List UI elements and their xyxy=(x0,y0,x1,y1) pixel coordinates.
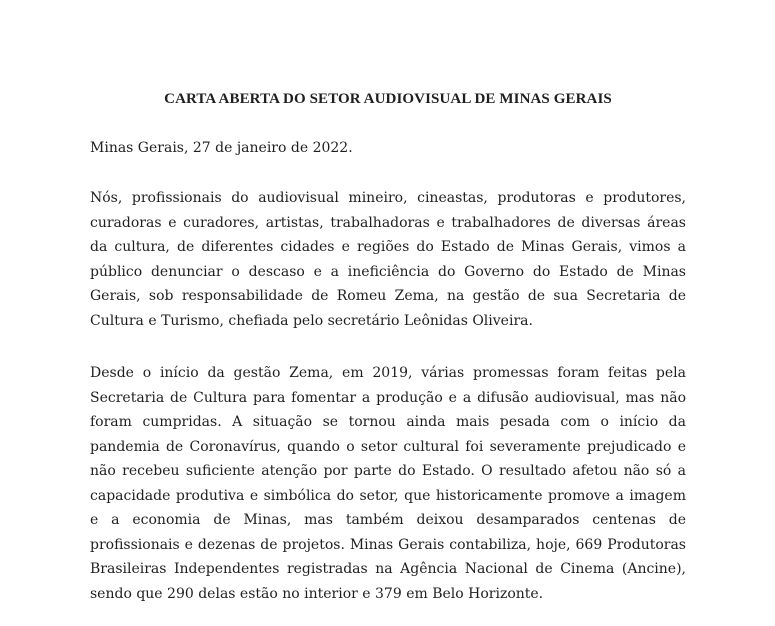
document-title: CARTA ABERTA DO SETOR AUDIOVISUAL DE MINAS GERAIS xyxy=(164,91,612,107)
paragraph-2: Desde o início da gestão Zema, em 2019, várias promessas foram feitas pela Secretaria de Cultura para fomentar a produção e a difusão audiovisual, mas não foram cumpridas. A situação se tornou ainda mais pesada com o início da pandemia de Coronavírus, quando o setor cultural foi severamente prejudicado e não recebeu suficiente atenção por parte do Estado. O resultado afetou não só a capacidade produtiva e simbólica do setor, que historicamente promove a imagem e a economia de Minas, mas também deixou desamparados centenas de profissionais e dezenas de projetos. Minas Gerais contabiliza, hoje, 669 Produtoras Brasileiras Independentes registradas na Agência Nacional de Cinema (Ancine), sendo que 290 delas estão no interior e 379 em Belo Horizonte. xyxy=(90,365,686,602)
date-line: Minas Gerais, 27 de janeiro de 2022. xyxy=(90,140,353,156)
paragraph-1: Nós, profissionais do audiovisual mineiro, cineastas, produtoras e produtores, curadoras e curadores, artistas, trabalhadoras e trabalhadores de diversas áreas da cultura, de diferentes cidades e regiões do Estado de Minas Gerais, vimos a público denunciar o descaso e a ineficiência do Governo do Estado de Minas Gerais, sob responsabilidade de Romeu Zema, na gestão de sua Secretaria de Cultura e Turismo, chefiada pelo secretário Leônidas Oliveira. xyxy=(90,190,686,329)
